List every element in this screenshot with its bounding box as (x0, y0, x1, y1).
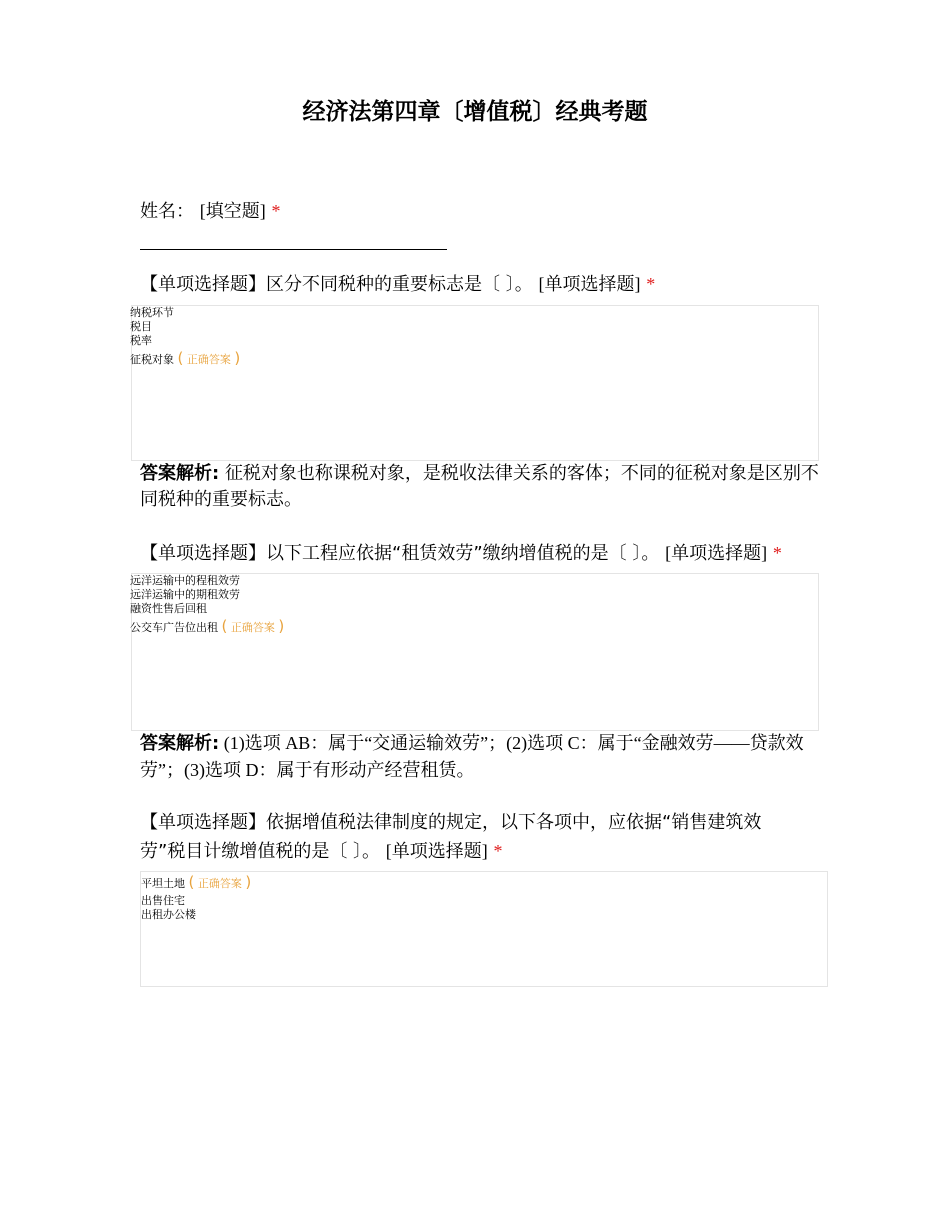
question-2 (140, 539, 820, 568)
option-correct[interactable]: 公交车广告位出租 ( 正确答案 ) (130, 617, 285, 635)
option-correct[interactable]: 征税对象 ( 正确答案 ) (130, 349, 241, 367)
analysis-text: (1)选项 AB：属于“交通运输效劳”；(2)选项 C：属于“金融效劳——贷款效劳”；(3)选项 D：属于有形动产经营租赁。 (140, 733, 804, 780)
question-1-text: 【单项选择题】区分不同税种的重要标志是〔 〕。 (140, 274, 533, 295)
question-1-analysis (140, 461, 820, 513)
option[interactable]: 税目 (130, 320, 152, 333)
question-1-options (131, 305, 819, 461)
correct-answer-tag: ( 正确答案 ) (221, 617, 285, 635)
required-mark: * (646, 274, 656, 294)
option[interactable]: 融资性售后回租 (130, 602, 207, 615)
question-2-text: 【单项选择题】以下工程应依据“租赁效劳”缴纳增值税的是〔 〕。 (140, 543, 660, 564)
question-3-text: 【单项选择题】依据增值税法律制度的规定，以下各项中，应依据“销售建筑效劳”税目计缴增值税的是〔 〕。 (140, 812, 762, 862)
name-question (140, 198, 280, 225)
question-3-options (140, 871, 828, 987)
option[interactable]: 税率 (130, 334, 152, 347)
analysis-text: 征税对象也称课税对象，是税收法律关系的客体；不同的征税对象是区别不同税种的重要标志。 (140, 463, 819, 510)
question-2-options (131, 573, 819, 731)
question-3-type: [单项选择题] (385, 841, 488, 861)
analysis-label: 答案解析: (140, 463, 220, 484)
option[interactable]: 远洋运输中的期租效劳 (130, 588, 240, 601)
option[interactable]: 远洋运输中的程租效劳 (130, 574, 240, 587)
name-question-type: [填空题] (199, 201, 266, 221)
option[interactable]: 出售住宅 (141, 894, 185, 907)
required-mark: * (493, 841, 503, 861)
required-mark: * (772, 543, 782, 563)
option[interactable]: 出租办公楼 (141, 908, 196, 921)
question-1 (140, 270, 820, 299)
correct-answer-tag: ( 正确答案 ) (188, 873, 252, 891)
page-title: 经济法第四章〔增值税〕经典考题 (302, 99, 648, 125)
question-3 (140, 809, 790, 866)
option[interactable]: 纳税环节 (130, 306, 174, 319)
analysis-label: 答案解析: (140, 733, 220, 754)
question-2-type: [单项选择题] (665, 543, 768, 563)
question-2-analysis (140, 730, 820, 783)
option-correct[interactable]: 平坦土地 ( 正确答案 ) (141, 873, 252, 891)
question-1-type: [单项选择题] (538, 274, 641, 294)
name-label: 姓名： (140, 201, 194, 222)
correct-answer-tag: ( 正确答案 ) (177, 349, 241, 367)
required-mark: * (271, 201, 281, 221)
name-input-line[interactable] (140, 249, 447, 250)
